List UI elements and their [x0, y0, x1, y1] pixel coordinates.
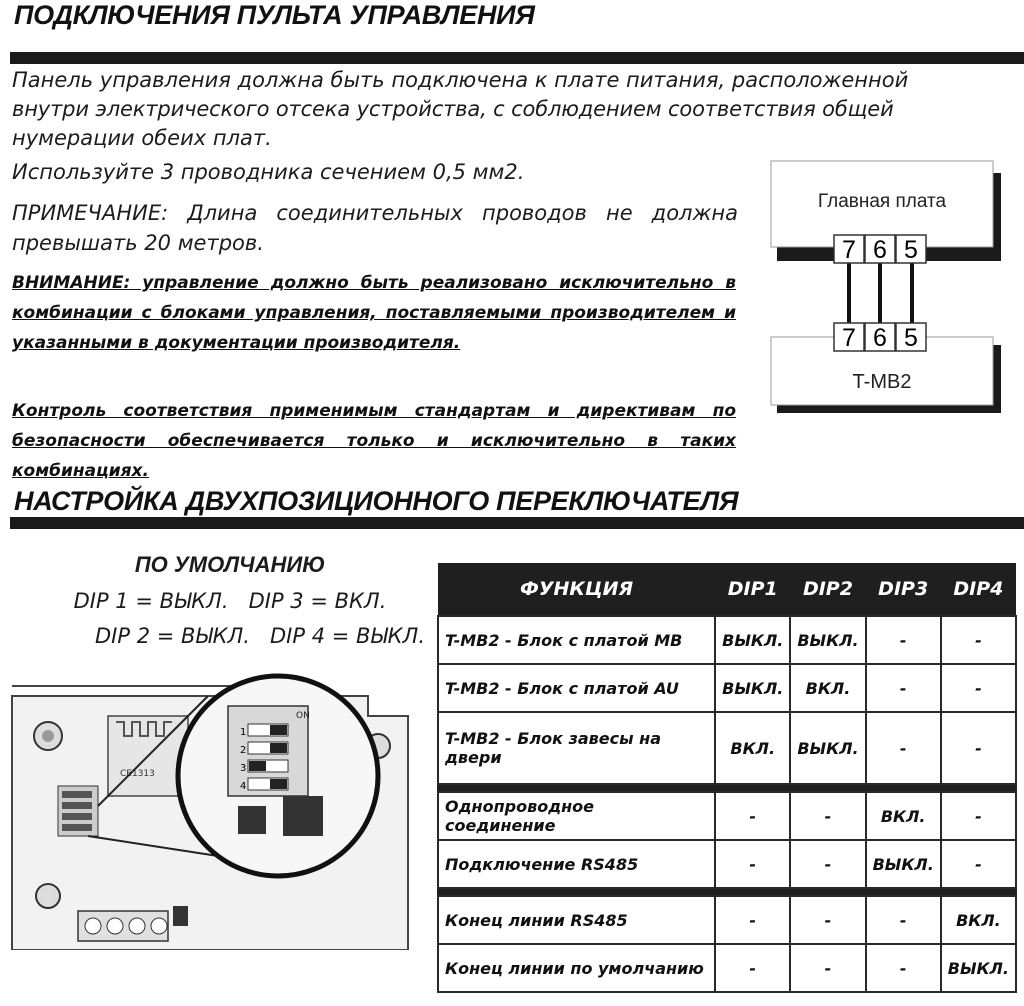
dip4-cell: - [941, 616, 1016, 664]
title-rule [10, 52, 1024, 64]
title-rule [10, 517, 1024, 529]
intro-line: нумерации обеих плат. [12, 126, 272, 150]
screw-hole [36, 884, 60, 908]
device-label: T-MB2 [852, 371, 912, 393]
wires-text: Используйте 3 проводника сечением 0,5 мм2. [12, 160, 525, 184]
dip3-cell: - [866, 664, 941, 712]
header-dip1: DIP1 [715, 563, 790, 616]
terminal-bottom-6: 6 [873, 324, 887, 352]
dip2-cell: - [790, 792, 865, 840]
terminal-block-bottom [834, 323, 926, 352]
chip [238, 806, 266, 834]
chip [283, 796, 323, 836]
intro-line: внутри электрического отсека устройства, с соблюдением соответствия общей [12, 97, 894, 121]
table-row [438, 840, 1016, 888]
dip3-cell: - [866, 896, 941, 944]
board-illustration [8, 656, 413, 950]
default-dip1: DIP 1 = ВЫКЛ. [73, 589, 229, 613]
function-cell: Однопроводное соединение [438, 792, 715, 840]
dip4-cell: - [941, 792, 1016, 840]
dip4-cell: ВКЛ. [941, 896, 1016, 944]
dip3-cell: - [866, 616, 941, 664]
note-text: ПРИМЕЧАНИЕ: Длина соединительных проводов не должна превышать 20 метров. [12, 201, 738, 255]
svg-text:3: 3 [240, 763, 247, 774]
default-title: ПО УМОЛЧАНИЮ [134, 552, 326, 577]
dip4-cell: - [941, 664, 1016, 712]
table-row [438, 944, 1016, 992]
compliance-text: Контроль соответствия применимым стандартам и директивам по безопасности обеспечивается только и исключительно в таких комбинациях. [12, 401, 736, 481]
terminal-top-6: 6 [873, 236, 887, 264]
table-row [438, 712, 1016, 784]
terminal-top-5: 5 [904, 236, 918, 264]
svg-text:4: 4 [240, 781, 247, 792]
terminal-block-top [834, 235, 926, 264]
dip4-cell: - [941, 840, 1016, 888]
dip1-cell: - [715, 944, 790, 992]
default-row [50, 624, 470, 648]
dip3-cell: - [866, 712, 941, 784]
dip3-cell: ВЫКЛ. [866, 840, 941, 888]
dip1-cell: ВКЛ. [715, 712, 790, 784]
dip2-cell: - [790, 896, 865, 944]
section-title-connections: ПОДКЛЮЧЕНИЯ ПУЛЬТА УПРАВЛЕНИЯ [14, 0, 535, 30]
dip1-cell: - [715, 792, 790, 840]
dip-function-table [437, 563, 1017, 993]
default-dip2: DIP 2 = ВЫКЛ. [95, 624, 250, 648]
cert-label: CE1313 [120, 769, 155, 779]
terminal-bottom-7: 7 [842, 324, 856, 352]
header-function: ФУНКЦИЯ [438, 563, 715, 616]
intro-paragraph [12, 66, 1016, 153]
on-label: ON [296, 711, 310, 721]
table-separator [438, 784, 1016, 792]
function-cell: Подключение RS485 [438, 840, 715, 888]
function-cell: T-MB2 - Блок с платой AU [438, 664, 715, 712]
warning-text: ВНИМАНИЕ: управление должно быть реализовано исключительно в комбинации с блоками управления, поставляемыми производителем и указанными в документации производителя. [12, 273, 736, 353]
dip2-cell: - [790, 944, 865, 992]
header-dip3: DIP3 [866, 563, 941, 616]
svg-text:1: 1 [240, 727, 247, 738]
table-separator [438, 888, 1016, 896]
dip4-cell: - [941, 712, 1016, 784]
dip2-cell: - [790, 840, 865, 888]
dip1-cell: - [715, 896, 790, 944]
dip3-cell: - [866, 944, 941, 992]
intro-line: Панель управления должна быть подключена к плате питания, расположенной [12, 68, 909, 92]
table-header-row [438, 563, 1016, 616]
dip1-cell: - [715, 840, 790, 888]
dip3-cell: ВКЛ. [866, 792, 941, 840]
terminal-bottom-5: 5 [904, 324, 918, 352]
dip2-cell: ВКЛ. [790, 664, 865, 712]
dip1-cell: ВЫКЛ. [715, 664, 790, 712]
header-dip2: DIP2 [790, 563, 865, 616]
function-cell: T-MB2 - Блок с платой MB [438, 616, 715, 664]
dip2-cell: ВЫКЛ. [790, 712, 865, 784]
table-row [438, 616, 1016, 664]
table-row [438, 792, 1016, 840]
function-cell: T-MB2 - Блок завесы на двери [438, 712, 715, 784]
function-cell: Конец линии по умолчанию [438, 944, 715, 992]
default-dip4: DIP 4 = ВЫКЛ. [270, 624, 425, 648]
function-cell: Конец линии RS485 [438, 896, 715, 944]
table-row [438, 896, 1016, 944]
dip2-cell: ВЫКЛ. [790, 616, 865, 664]
dip1-cell: ВЫКЛ. [715, 616, 790, 664]
default-dip3: DIP 3 = ВКЛ. [248, 589, 387, 613]
dip4-cell: ВЫКЛ. [941, 944, 1016, 992]
header-dip4: DIP4 [941, 563, 1016, 616]
section-title-dip-setup: НАСТРОЙКА ДВУХПОЗИЦИОННОГО ПЕРЕКЛЮЧАТЕЛЯ [14, 486, 739, 516]
table-row [438, 664, 1016, 712]
main-board-label: Главная плата [817, 191, 947, 212]
default-row [20, 589, 440, 613]
wiring-diagram [765, 155, 1005, 417]
svg-text:2: 2 [240, 745, 247, 756]
terminal-top-7: 7 [842, 236, 856, 264]
